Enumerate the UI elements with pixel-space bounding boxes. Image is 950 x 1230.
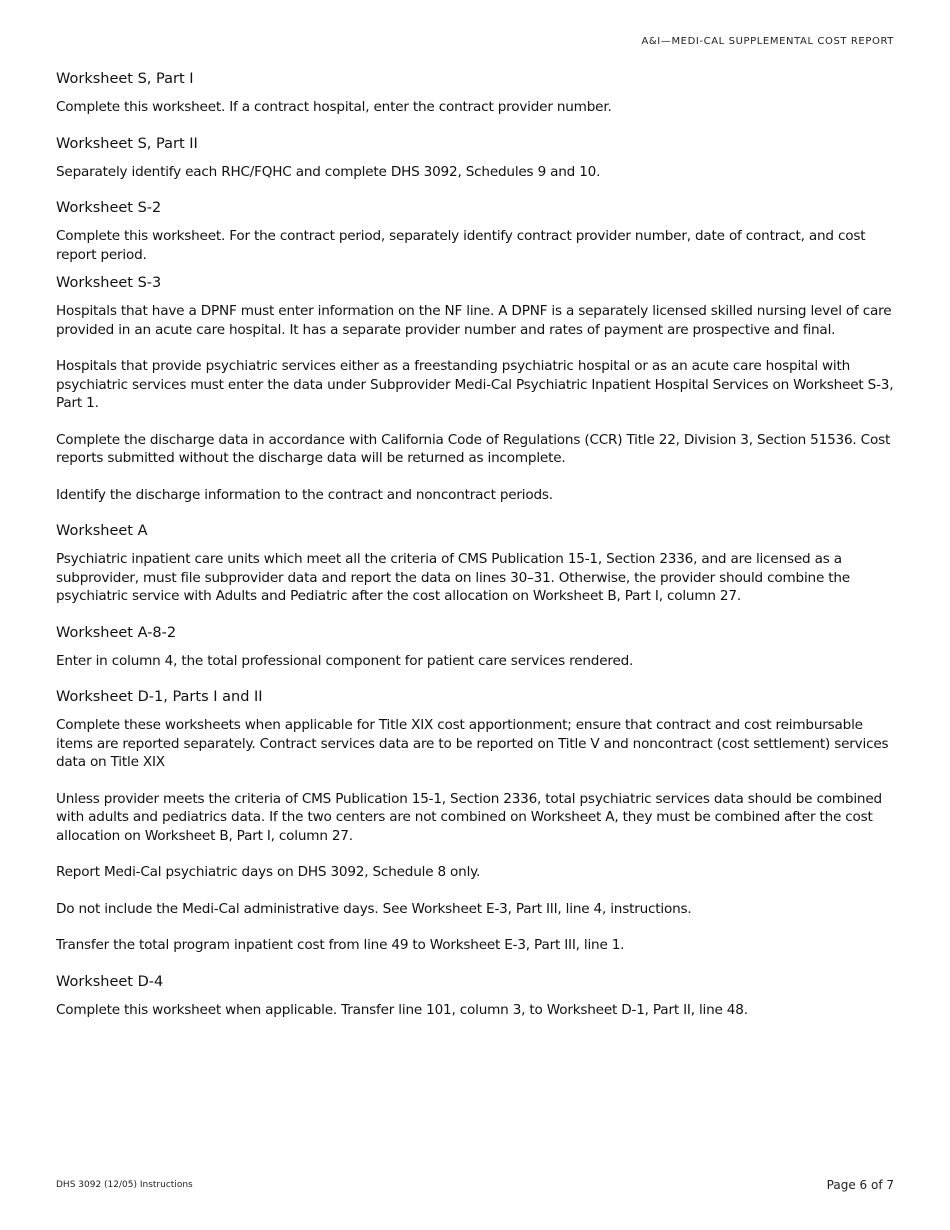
form-identifier: DHS 3092 (12/05) Instructions [56, 1180, 193, 1190]
section-heading: Worksheet D-4 [56, 973, 164, 990]
section-heading: Worksheet S, Part II [56, 135, 198, 152]
section-worksheet-s-part-1 [56, 70, 896, 117]
page-number: Page 6 of 7 [826, 1178, 894, 1192]
section-heading: Worksheet D-1, Parts I and II [56, 689, 263, 705]
section-worksheet-s-part-2 [56, 135, 896, 182]
paragraph: Transfer the total program inpatient cost from line 49 to Worksheet E-3, Part III, line 1. [56, 937, 625, 953]
section-heading: Worksheet S, Part I [56, 71, 194, 87]
paragraph: Complete this worksheet. For the contract period, separately identify contract provider number, date of contract, and cost report period. [56, 228, 866, 263]
paragraph: Complete this worksheet when applicable. Transfer line 101, column 3, to Worksheet D-1, Part II, line 48. [56, 1001, 748, 1018]
section-worksheet-a [56, 522, 896, 606]
section-worksheet-s-2 [56, 199, 896, 264]
section-worksheet-d-4 [56, 973, 896, 1020]
paragraph: Complete the discharge data in accordance with California Code of Regulations (CCR) Title 22, Division 3, Section 51536. Cost reports submitted without the discharge data will be returned as incomplete. [56, 431, 891, 466]
section-heading: Worksheet A [56, 523, 148, 539]
paragraph: Enter in column 4, the total professional component for patient care services rendered. [56, 652, 634, 669]
document-body [56, 70, 896, 1037]
paragraph: Do not include the Medi-Cal administrative days. See Worksheet E-3, Part III, line 4, instructions. [56, 900, 692, 917]
section-worksheet-s-3 [56, 274, 896, 504]
paragraph: Complete this worksheet. If a contract hospital, enter the contract provider number. [56, 99, 612, 115]
section-heading: Worksheet A-8-2 [56, 624, 177, 641]
paragraph: Complete these worksheets when applicable for Title XIX cost apportionment; ensure that contract and cost reimbursable items are reported separately. Contract services data are to be reported on Title V and noncontract (cost settlement) services data on Title XIX [56, 717, 889, 770]
section-heading: Worksheet S-2 [56, 200, 162, 216]
paragraph: Separately identify each RHC/FQHC and complete DHS 3092, Schedules 9 and 10. [56, 163, 601, 180]
section-heading: Worksheet S-3 [56, 275, 162, 291]
paragraph: Hospitals that provide psychiatric services either as a freestanding psychiatric hospital or as an acute care hospital with psychiatric services must enter the data under Subprovider Medi-Cal Psychiatric Inpatient Hospital Services on Worksheet S-3, Part 1. [56, 358, 894, 411]
running-header: A&I—MEDI-CAL SUPPLEMENTAL COST REPORT [641, 36, 894, 47]
paragraph: Identify the discharge information to the contract and noncontract periods. [56, 486, 553, 503]
paragraph: Hospitals that have a DPNF must enter information on the NF line. A DPNF is a separately licensed skilled nursing level of care provided in an acute care hospital. It has a separate provider number and rates of payment are prospective and final. [56, 303, 892, 338]
section-worksheet-a-8-2 [56, 624, 896, 671]
paragraph: Psychiatric inpatient care units which meet all the criteria of CMS Publication 15-1, Section 2336, and are licensed as a subprovider, must file subprovider data and report the data on lines 30–31. Otherwise, the provider should combine the psychiatric service with Adults and Pediatric after the cost allocation on Worksheet B, Part I, column 27. [56, 551, 850, 604]
paragraph: Report Medi-Cal psychiatric days on DHS 3092, Schedule 8 only. [56, 864, 481, 880]
paragraph: Unless provider meets the criteria of CMS Publication 15-1, Section 2336, total psychiatric services data should be combined with adults and pediatrics data. If the two centers are not combined on Worksheet A, they must be combined after the cost allocation on Worksheet B, Part I, column 27. [56, 790, 882, 844]
section-worksheet-d-1 [56, 688, 896, 955]
